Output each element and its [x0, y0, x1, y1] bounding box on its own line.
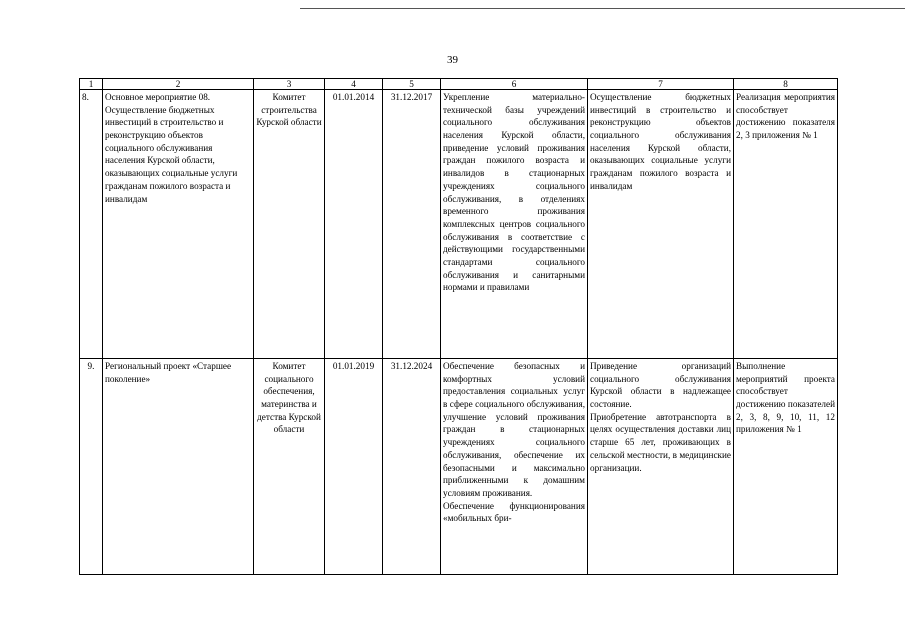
responsible-executor: Комитет строительства Курской области	[254, 90, 325, 359]
start-date: 01.01.2019	[325, 359, 383, 575]
table-row	[80, 359, 838, 575]
header-cell: 2	[103, 79, 254, 90]
header-cell: 4	[325, 79, 383, 90]
header-cell: 1	[80, 79, 103, 90]
header-cell: 6	[441, 79, 588, 90]
measure-name: Региональный проект «Старшее поколение»	[103, 359, 254, 575]
program-table	[79, 78, 838, 575]
end-date: 31.12.2024	[383, 359, 441, 575]
main-directions	[588, 359, 734, 575]
row-number: 9.	[80, 359, 103, 575]
end-date: 31.12.2017	[383, 90, 441, 359]
header-row	[80, 79, 838, 90]
main-directions: Осуществление бюджетных инвестиций в строительство и реконструкцию объектов социального обслуживания населения Курской области, оказывающих социальные услуги гражданам пожилого возраста и инвалидам	[588, 90, 734, 359]
expected-result-text-continued: Обеспечение функционирования «мобильных бри-	[443, 500, 585, 524]
main-directions-text: Приведение организаций социального обслуживания Курской области в надлежащее состояние.	[590, 361, 731, 410]
row-number: 8.	[80, 90, 103, 359]
indicator-link: Выполнение мероприятий проекта способствует достижению показателей 2, 3, 8, 9, 10, 11, 12 приложения № 1	[734, 359, 838, 575]
start-date: 01.01.2014	[325, 90, 383, 359]
expected-result	[441, 359, 588, 575]
indicator-link: Реализация мероприятия способствует достижению показателя 2, 3 приложения № 1	[734, 90, 838, 359]
measure-name: Основное мероприятие 08. Осуществление бюджетных инвестиций в строительство и реконструкцию объектов социального обслуживания населения Курской области, оказывающих социальные услуги гражданам пожилого возраста и инвалидам	[103, 90, 254, 359]
table-row	[80, 90, 838, 359]
main-directions-text-continued: Приобретение автотранспорта в целях осуществления доставки лиц старше 65 лет, проживающих в сельской местности, в медицинские организации.	[590, 411, 731, 473]
page-number: 39	[447, 54, 458, 66]
top-rule	[300, 8, 905, 9]
expected-result: Укрепление материально-технической базы учреждений социального обслуживания населения Курской области, приведение условий проживания граждан пожилого возраста и инвалидов в стационарных учреждениях социального обслуживания, в отделениях временного проживания комплексных центров социального обслуживания в соответствие с действующими государственными стандартами социального обслуживания и санитарными нормами и правилами	[441, 90, 588, 359]
header-cell: 8	[734, 79, 838, 90]
expected-result-text: Обеспечение безопасных и комфортных условий предоставления социальных услуг в сфере социального обслуживания, улучшение условий проживания граждан в стационарных учреждениях социального обслуживания, обеспечение их безопасными и максимально приближенными к домашним условиям проживания.	[443, 361, 585, 498]
header-cell: 3	[254, 79, 325, 90]
responsible-executor: Комитет социального обеспечения, материнства и детства Курской области	[254, 359, 325, 575]
header-cell: 5	[383, 79, 441, 90]
header-cell: 7	[588, 79, 734, 90]
